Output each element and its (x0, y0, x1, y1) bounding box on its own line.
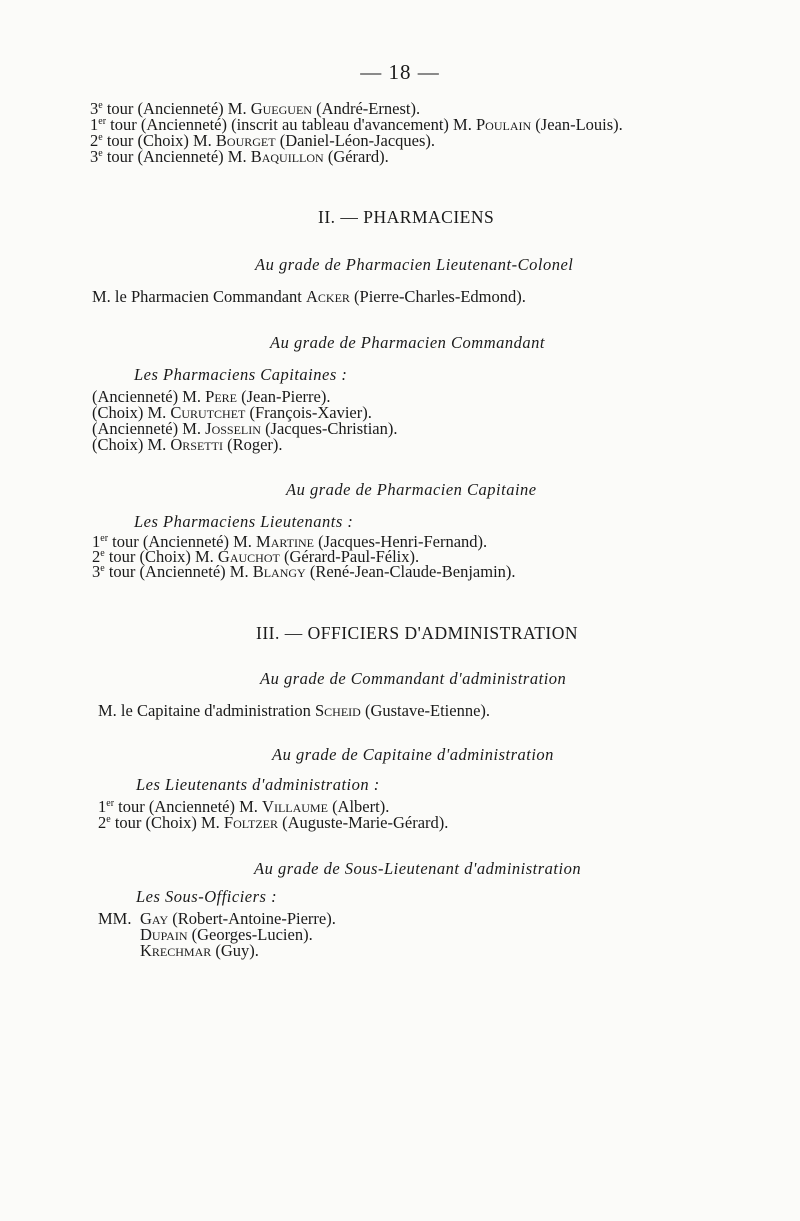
person-name: Krechmar (140, 941, 212, 960)
grade-title: Au grade de Pharmacien Capitaine (286, 480, 537, 499)
person-name: Acker (306, 287, 350, 306)
grade-title: Au grade de Capitaine d'administration (272, 745, 554, 764)
list-item: 1er tour (Ancienneté) M. Villaume (Albert). (98, 797, 390, 816)
list-item: (Ancienneté) M. Pere (Jean-Pierre). (92, 387, 331, 406)
person-name: Gueguen (250, 99, 312, 118)
grade-subtitle: Les Lieutenants d'administration : (136, 775, 380, 794)
list-item: Gay (Robert-Antoine-Pierre). (140, 909, 336, 928)
list-item: 2e tour (Choix) M. Bourget (Daniel-Léon-Jacques). (90, 131, 436, 150)
person-name: Gauchot (217, 547, 280, 566)
person-name: Gay (140, 909, 169, 928)
grade-title: Au grade de Pharmacien Commandant (270, 333, 545, 352)
list-item: 1er tour (Ancienneté) M. Martine (Jacques-Henri-Fernand). (92, 532, 488, 551)
grade-subtitle: Les Sous-Officiers : (136, 887, 278, 906)
grade-title: Au grade de Sous-Lieutenant d'administration (254, 859, 582, 878)
list-item: (Choix) M. Orsetti (Roger). (92, 435, 283, 454)
list-item: (Ancienneté) M. Josselin (Jacques-Christian). (92, 419, 398, 438)
person-name: Orsetti (170, 435, 223, 454)
list-item: 3e tour (Ancienneté) M. Blangy (René-Jean-Claude-Benjamin). (92, 562, 516, 581)
grade-subtitle: Les Pharmaciens Lieutenants : (134, 512, 354, 531)
person-name: Baquillon (250, 147, 324, 166)
person-name: Curutchet (170, 403, 246, 422)
grade-title: Au grade de Pharmacien Lieutenant-Colonel (255, 255, 574, 274)
list-item: 1er tour (Ancienneté) (inscrit au tableau d'avancement) M. Poulain (Jean-Louis). (90, 115, 623, 134)
person-name: Blangy (252, 562, 306, 581)
person-name: Scheid (314, 701, 361, 720)
grade-subtitle: Les Pharmaciens Capitaines : (134, 365, 348, 384)
list-item: 2e tour (Choix) M. Foltzer (Auguste-Marie-Gérard). (98, 813, 449, 832)
list-item: 3e tour (Ancienneté) M. Baquillon (Gérard). (90, 147, 389, 166)
person-name: Josselin (205, 419, 261, 438)
section-heading: II. — PHARMACIENS (318, 207, 495, 227)
person-name: Dupain (140, 925, 188, 944)
mm-prefix: MM. (98, 909, 132, 928)
person-name: Bourget (215, 131, 276, 150)
person-name: Pere (205, 387, 238, 406)
page-number: — 18 — (360, 60, 440, 84)
list-item: M. le Capitaine d'administration Scheid (Gustave-Etienne). (98, 701, 491, 720)
list-item: (Choix) M. Curutchet (François-Xavier). (92, 403, 372, 422)
list-item: Krechmar (Guy). (140, 941, 259, 960)
person-name: Villaume (262, 797, 328, 816)
list-item: 3e tour (Ancienneté) M. Gueguen (André-Ernest). (90, 99, 421, 118)
grade-title: Au grade de Commandant d'administration (260, 669, 567, 688)
list-item: Dupain (Georges-Lucien). (140, 925, 313, 944)
section-heading: III. — OFFICIERS D'ADMINISTRATION (256, 623, 579, 643)
list-item: 2e tour (Choix) M. Gauchot (Gérard-Paul-Félix). (92, 547, 420, 566)
list-item: M. le Pharmacien Commandant Acker (Pierre-Charles-Edmond). (92, 287, 526, 306)
person-name: Martine (256, 532, 314, 551)
person-name: Poulain (475, 115, 532, 134)
person-name: Foltzer (223, 813, 278, 832)
